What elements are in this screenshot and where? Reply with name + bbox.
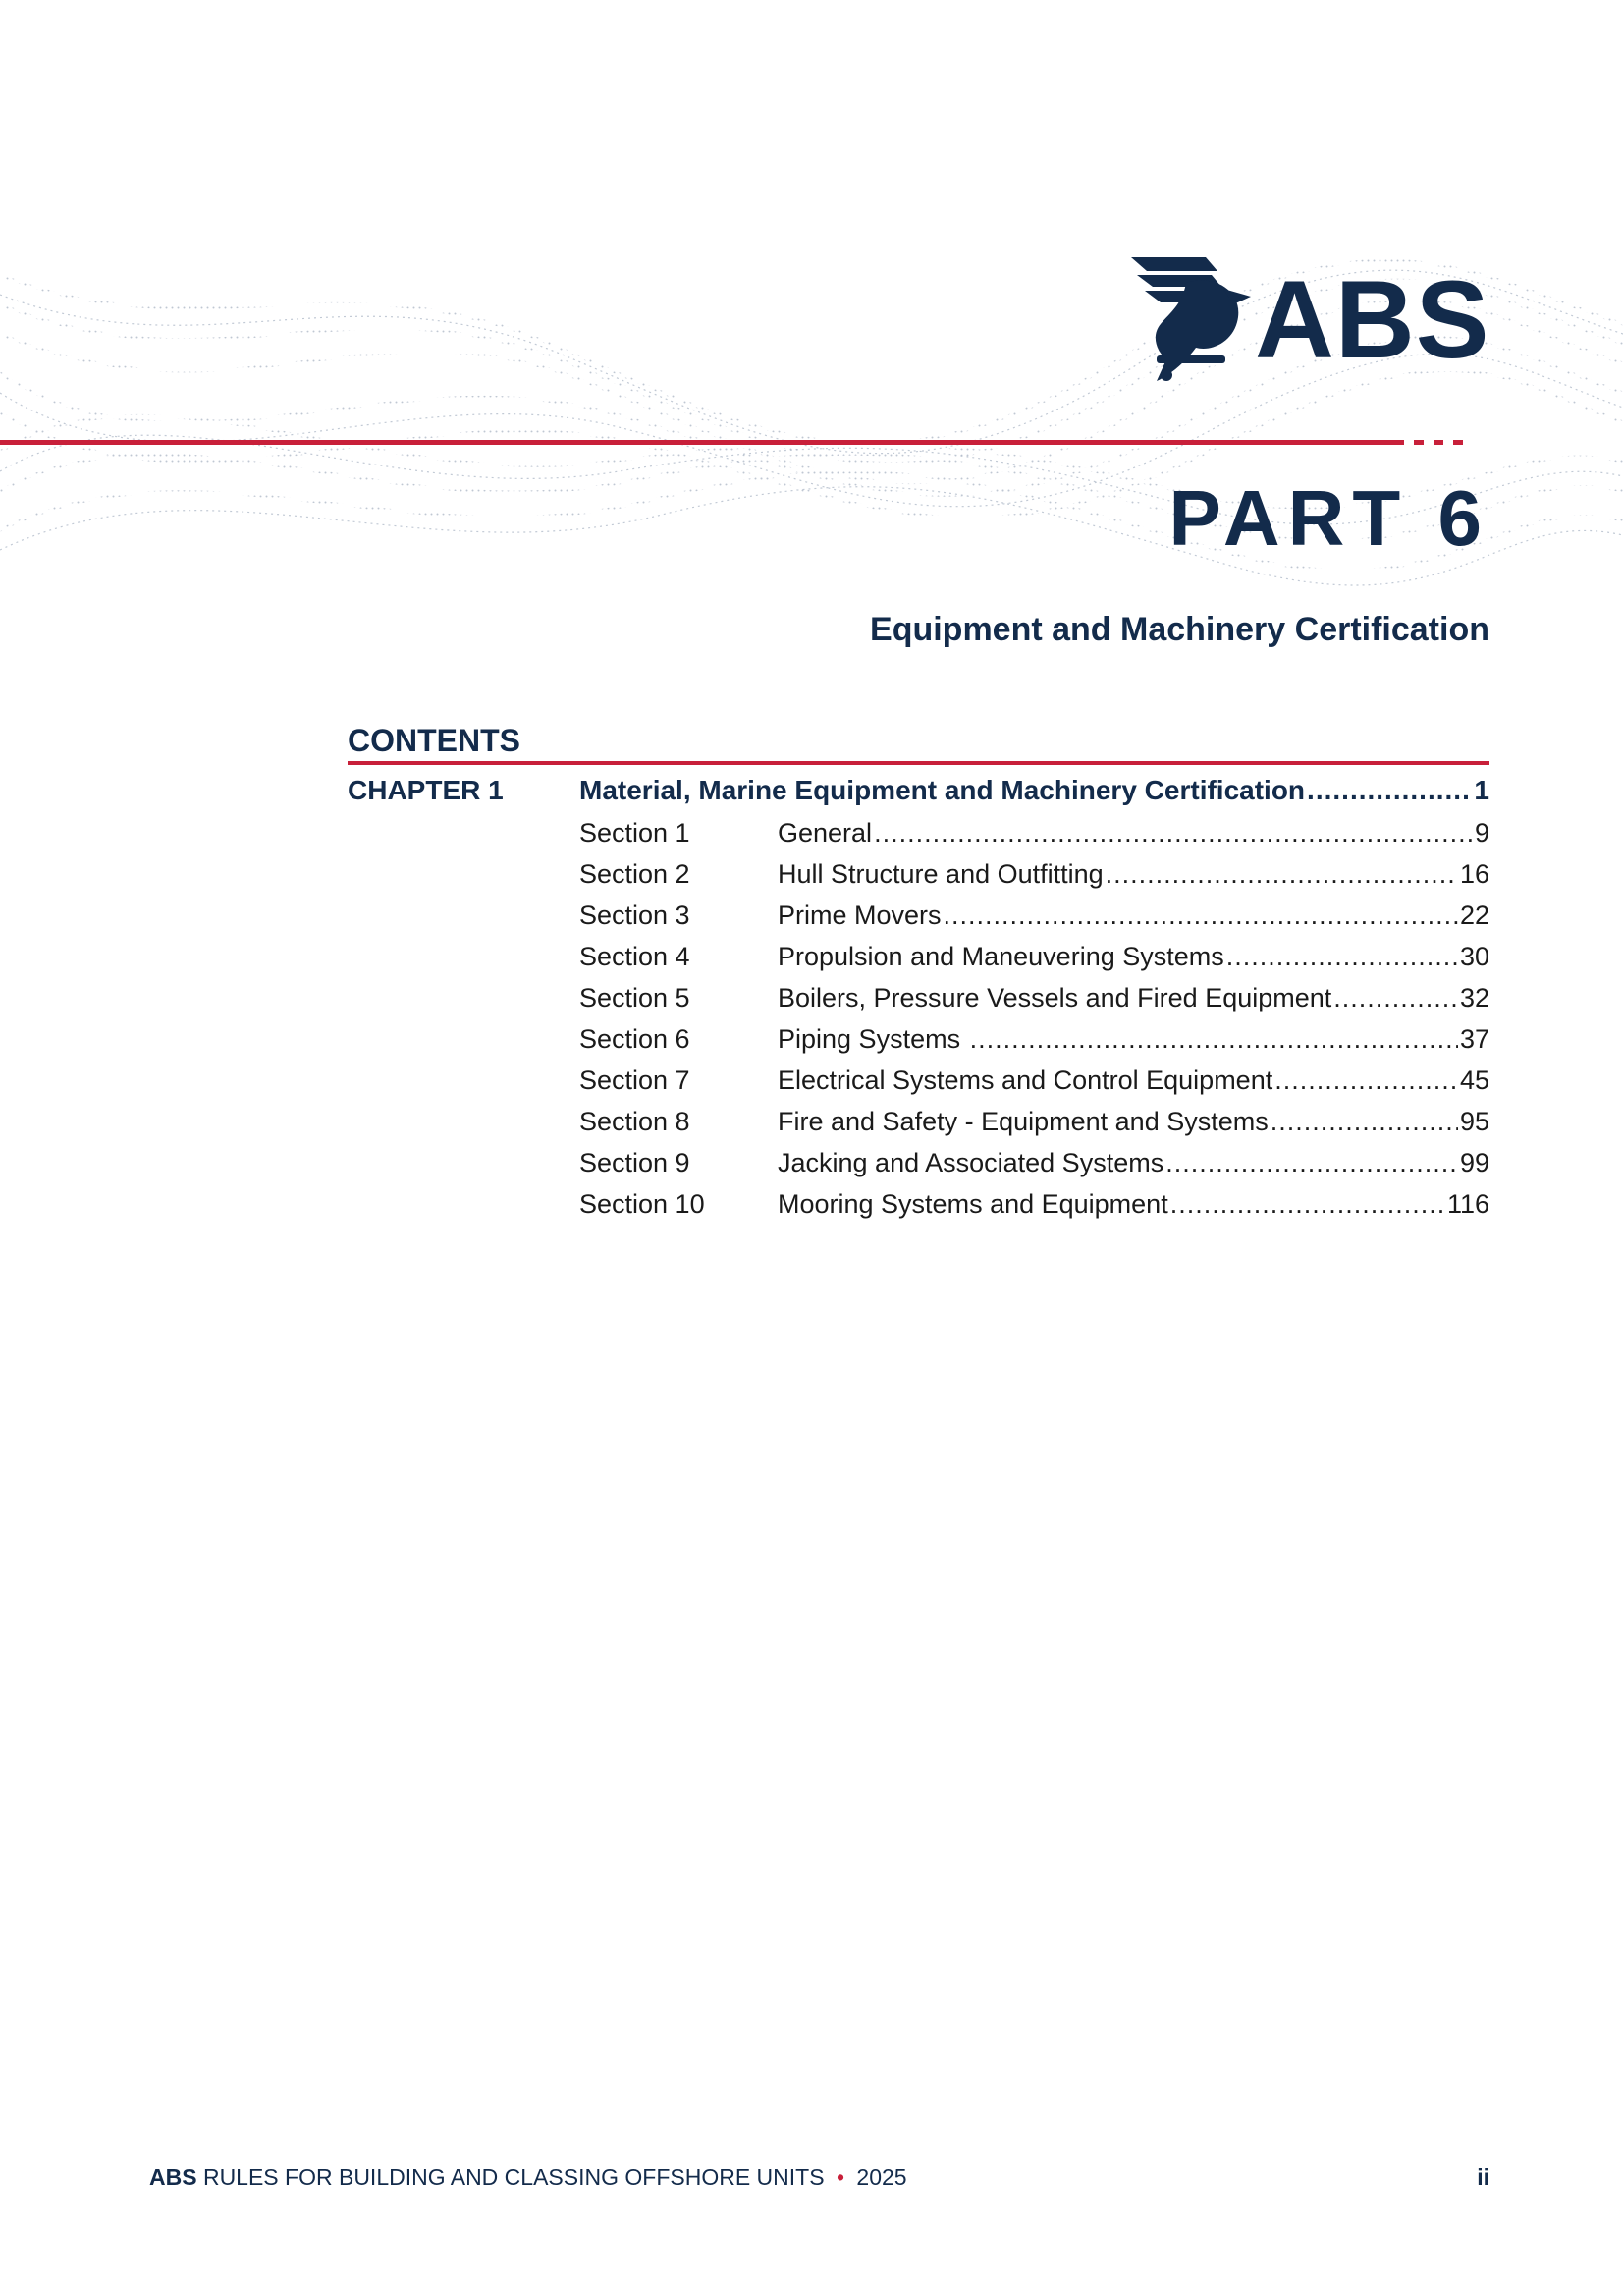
section-label: Section 8	[579, 1106, 690, 1136]
section-title: Piping Systems	[778, 1023, 968, 1054]
section-label: Section 10	[579, 1188, 705, 1219]
section-title: Hull Structure and Outfitting	[778, 858, 1104, 889]
page-number: ii	[1477, 2164, 1489, 2190]
toc-chapter-row[interactable]	[348, 769, 1489, 812]
dot-leader	[1170, 1189, 1445, 1220]
section-title: Electrical Systems and Control Equipment	[778, 1065, 1273, 1095]
section-page: 32	[1459, 982, 1489, 1012]
dot-leader	[1226, 942, 1458, 972]
chapter-title: Material, Marine Equipment and Machinery Certification	[579, 775, 1306, 805]
part-title: PART 6	[1168, 474, 1489, 562]
section-label: Section 3	[579, 900, 690, 930]
toc-section-row[interactable]	[348, 853, 1489, 895]
footer-year: 2025	[856, 2164, 907, 2190]
section-entry	[778, 818, 1489, 848]
section-title: Fire and Safety - Equipment and Systems	[778, 1106, 1269, 1136]
toc-section-row[interactable]	[348, 936, 1489, 977]
section-page: 9	[1474, 817, 1489, 847]
section-label: Section 1	[579, 817, 690, 847]
section-title: Boilers, Pressure Vessels and Fired Equipment	[778, 982, 1332, 1012]
section-entry	[778, 1148, 1489, 1178]
section-label: Section 2	[579, 858, 690, 889]
section-label: Section 5	[579, 982, 690, 1012]
dot-leader	[970, 1024, 1458, 1055]
footer-text: RULES FOR BUILDING AND CLASSING OFFSHORE UNITS	[202, 2164, 825, 2190]
section-page: 99	[1459, 1147, 1489, 1177]
section-label: Section 9	[579, 1147, 690, 1177]
logo-wordmark: ABS	[1255, 258, 1490, 381]
chapter-label: CHAPTER 1	[348, 775, 504, 805]
dot-leader	[1274, 1066, 1458, 1096]
section-page: 45	[1459, 1065, 1489, 1095]
dot-leader	[1165, 1148, 1458, 1178]
footer-brand: ABS	[149, 2164, 197, 2190]
section-entry	[778, 901, 1489, 931]
dot-leader	[944, 901, 1458, 931]
section-label: Section 4	[579, 941, 690, 971]
header-red-rule	[0, 440, 1404, 445]
section-title: General	[778, 817, 873, 847]
toc-section-row[interactable]	[348, 1183, 1489, 1225]
section-label: Section 7	[579, 1065, 690, 1095]
section-label: Section 6	[579, 1023, 690, 1054]
dot-leader	[1307, 775, 1472, 806]
section-page: 37	[1459, 1023, 1489, 1054]
part-subtitle: Equipment and Machinery Certification	[870, 611, 1489, 648]
footer-title	[149, 2164, 907, 2191]
section-entry	[778, 1107, 1489, 1137]
section-page: 116	[1446, 1188, 1489, 1219]
toc-section-row[interactable]	[348, 1142, 1489, 1183]
section-entry	[778, 1024, 1489, 1055]
dot-leader	[1333, 983, 1458, 1013]
toc-section-row[interactable]	[348, 895, 1489, 936]
section-page: 16	[1459, 858, 1489, 889]
dot-leader	[874, 818, 1473, 848]
toc-section-row[interactable]	[348, 977, 1489, 1018]
abs-logo	[1127, 253, 1489, 387]
section-title: Mooring Systems and Equipment	[778, 1188, 1168, 1219]
toc-section-row[interactable]	[348, 1101, 1489, 1142]
section-entry	[778, 1189, 1489, 1220]
contents-red-rule	[348, 761, 1489, 765]
section-page: 22	[1459, 900, 1489, 930]
section-entry	[778, 983, 1489, 1013]
section-title: Propulsion and Maneuvering Systems	[778, 941, 1224, 971]
chapter-entry	[579, 775, 1489, 806]
section-entry	[778, 1066, 1489, 1096]
page-footer	[149, 2164, 1489, 2191]
section-entry	[778, 859, 1489, 890]
toc-section-row[interactable]	[348, 1018, 1489, 1060]
toc-section-row[interactable]	[348, 812, 1489, 853]
section-page: 95	[1459, 1106, 1489, 1136]
contents-heading: CONTENTS	[348, 723, 520, 758]
dot-leader	[1106, 859, 1458, 890]
section-title: Jacking and Associated Systems	[778, 1147, 1164, 1177]
table-of-contents	[348, 769, 1489, 1225]
dot-leader	[1271, 1107, 1458, 1137]
section-title: Prime Movers	[778, 900, 942, 930]
section-entry	[778, 942, 1489, 972]
toc-section-row[interactable]	[348, 1060, 1489, 1101]
chapter-page: 1	[1474, 775, 1489, 805]
footer-bullet: •	[836, 2164, 845, 2190]
eagle-icon	[1127, 253, 1255, 387]
section-page: 30	[1459, 941, 1489, 971]
header-red-dashes	[1414, 440, 1463, 445]
